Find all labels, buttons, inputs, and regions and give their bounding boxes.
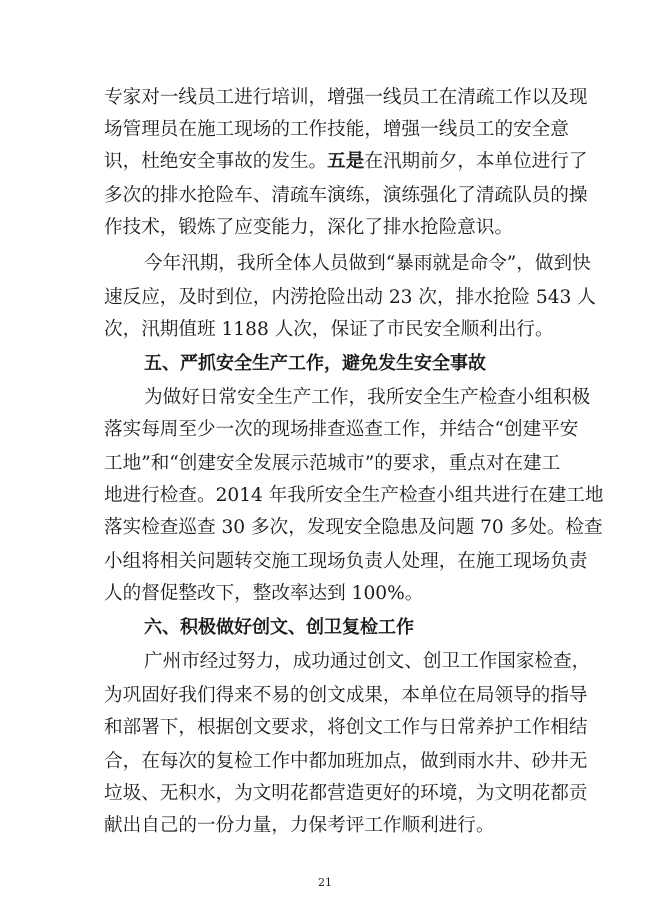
body-text-line: 小组将相关问题转交施工现场负责人处理，在施工现场负责: [104, 551, 588, 572]
body-text-line: 落实检查巡查 30 多次，发现安全隐患及问题 70 多处。检查: [104, 517, 603, 538]
paragraph-start-line: 广州市经过努力，成功通过创文、创卫工作国家检查，: [144, 651, 591, 672]
body-text-line: 工地”和“创建安全发展示范城市”的要求，重点对在建工: [104, 453, 561, 474]
page-number: 21: [318, 876, 332, 889]
body-text-line: 落实每周至少一次的现场排查巡查工作，并结合“创建平安: [104, 419, 579, 440]
section-heading: 六、积极做好创文、创卫复检工作: [144, 617, 414, 638]
paragraph-start-line: 为做好日常安全生产工作，我所安全生产检查小组积极: [144, 387, 591, 408]
section-heading: 五、严抓安全生产工作，避免发生安全事故: [144, 353, 486, 374]
body-text-segment: 在汛期前夕，本单位进行了: [364, 151, 588, 172]
body-text-line: 多次的排水抢险车、清疏车演练，演练强化了清疏队员的操: [104, 185, 588, 206]
body-text-line: 合，在每次的复检工作中都加班加点，做到雨水井、砂井无: [104, 751, 588, 772]
body-text-line: 次，汛期值班 1188 人次，保证了市民安全顺利出行。: [104, 319, 554, 340]
paragraph-start-line: 今年汛期，我所全体人员做到“暴雨就是命令”，做到快: [144, 253, 591, 274]
body-text-segment: 识，杜绝安全事故的发生。: [104, 151, 328, 172]
body-text-line: 专家对一线员工进行培训，增强一线员工在清疏工作以及现: [104, 87, 588, 108]
body-text-line: 地进行检查。2014 年我所安全生产检查小组共进行在建工地: [104, 485, 604, 506]
body-text-line: 垃圾、无积水，为文明花都营造更好的环境，为文明花都贡: [104, 783, 588, 804]
body-text-line: 场管理员在施工现场的工作技能，增强一线员工的安全意: [104, 119, 569, 140]
body-text-line: 为巩固好我们得来不易的创文成果，本单位在局领导的指导: [104, 685, 588, 706]
body-text-line: 速反应，及时到位，内涝抢险出动 23 次，排水抢险 543 人: [104, 287, 596, 308]
body-text-line: 人的督促整改下，整改率达到 100%。: [104, 583, 424, 604]
body-text-line: 作技术，锻炼了应变能力，深化了排水抢险意识。: [104, 217, 514, 238]
body-text-line: 和部署下，根据创文要求，将创文工作与日常养护工作相结: [104, 717, 588, 738]
emphasis-text: 五是: [327, 151, 365, 172]
body-text-line: 献出自己的一份力量，力保考评工作顺利进行。: [104, 815, 495, 836]
body-text-line: [104, 150, 587, 174]
